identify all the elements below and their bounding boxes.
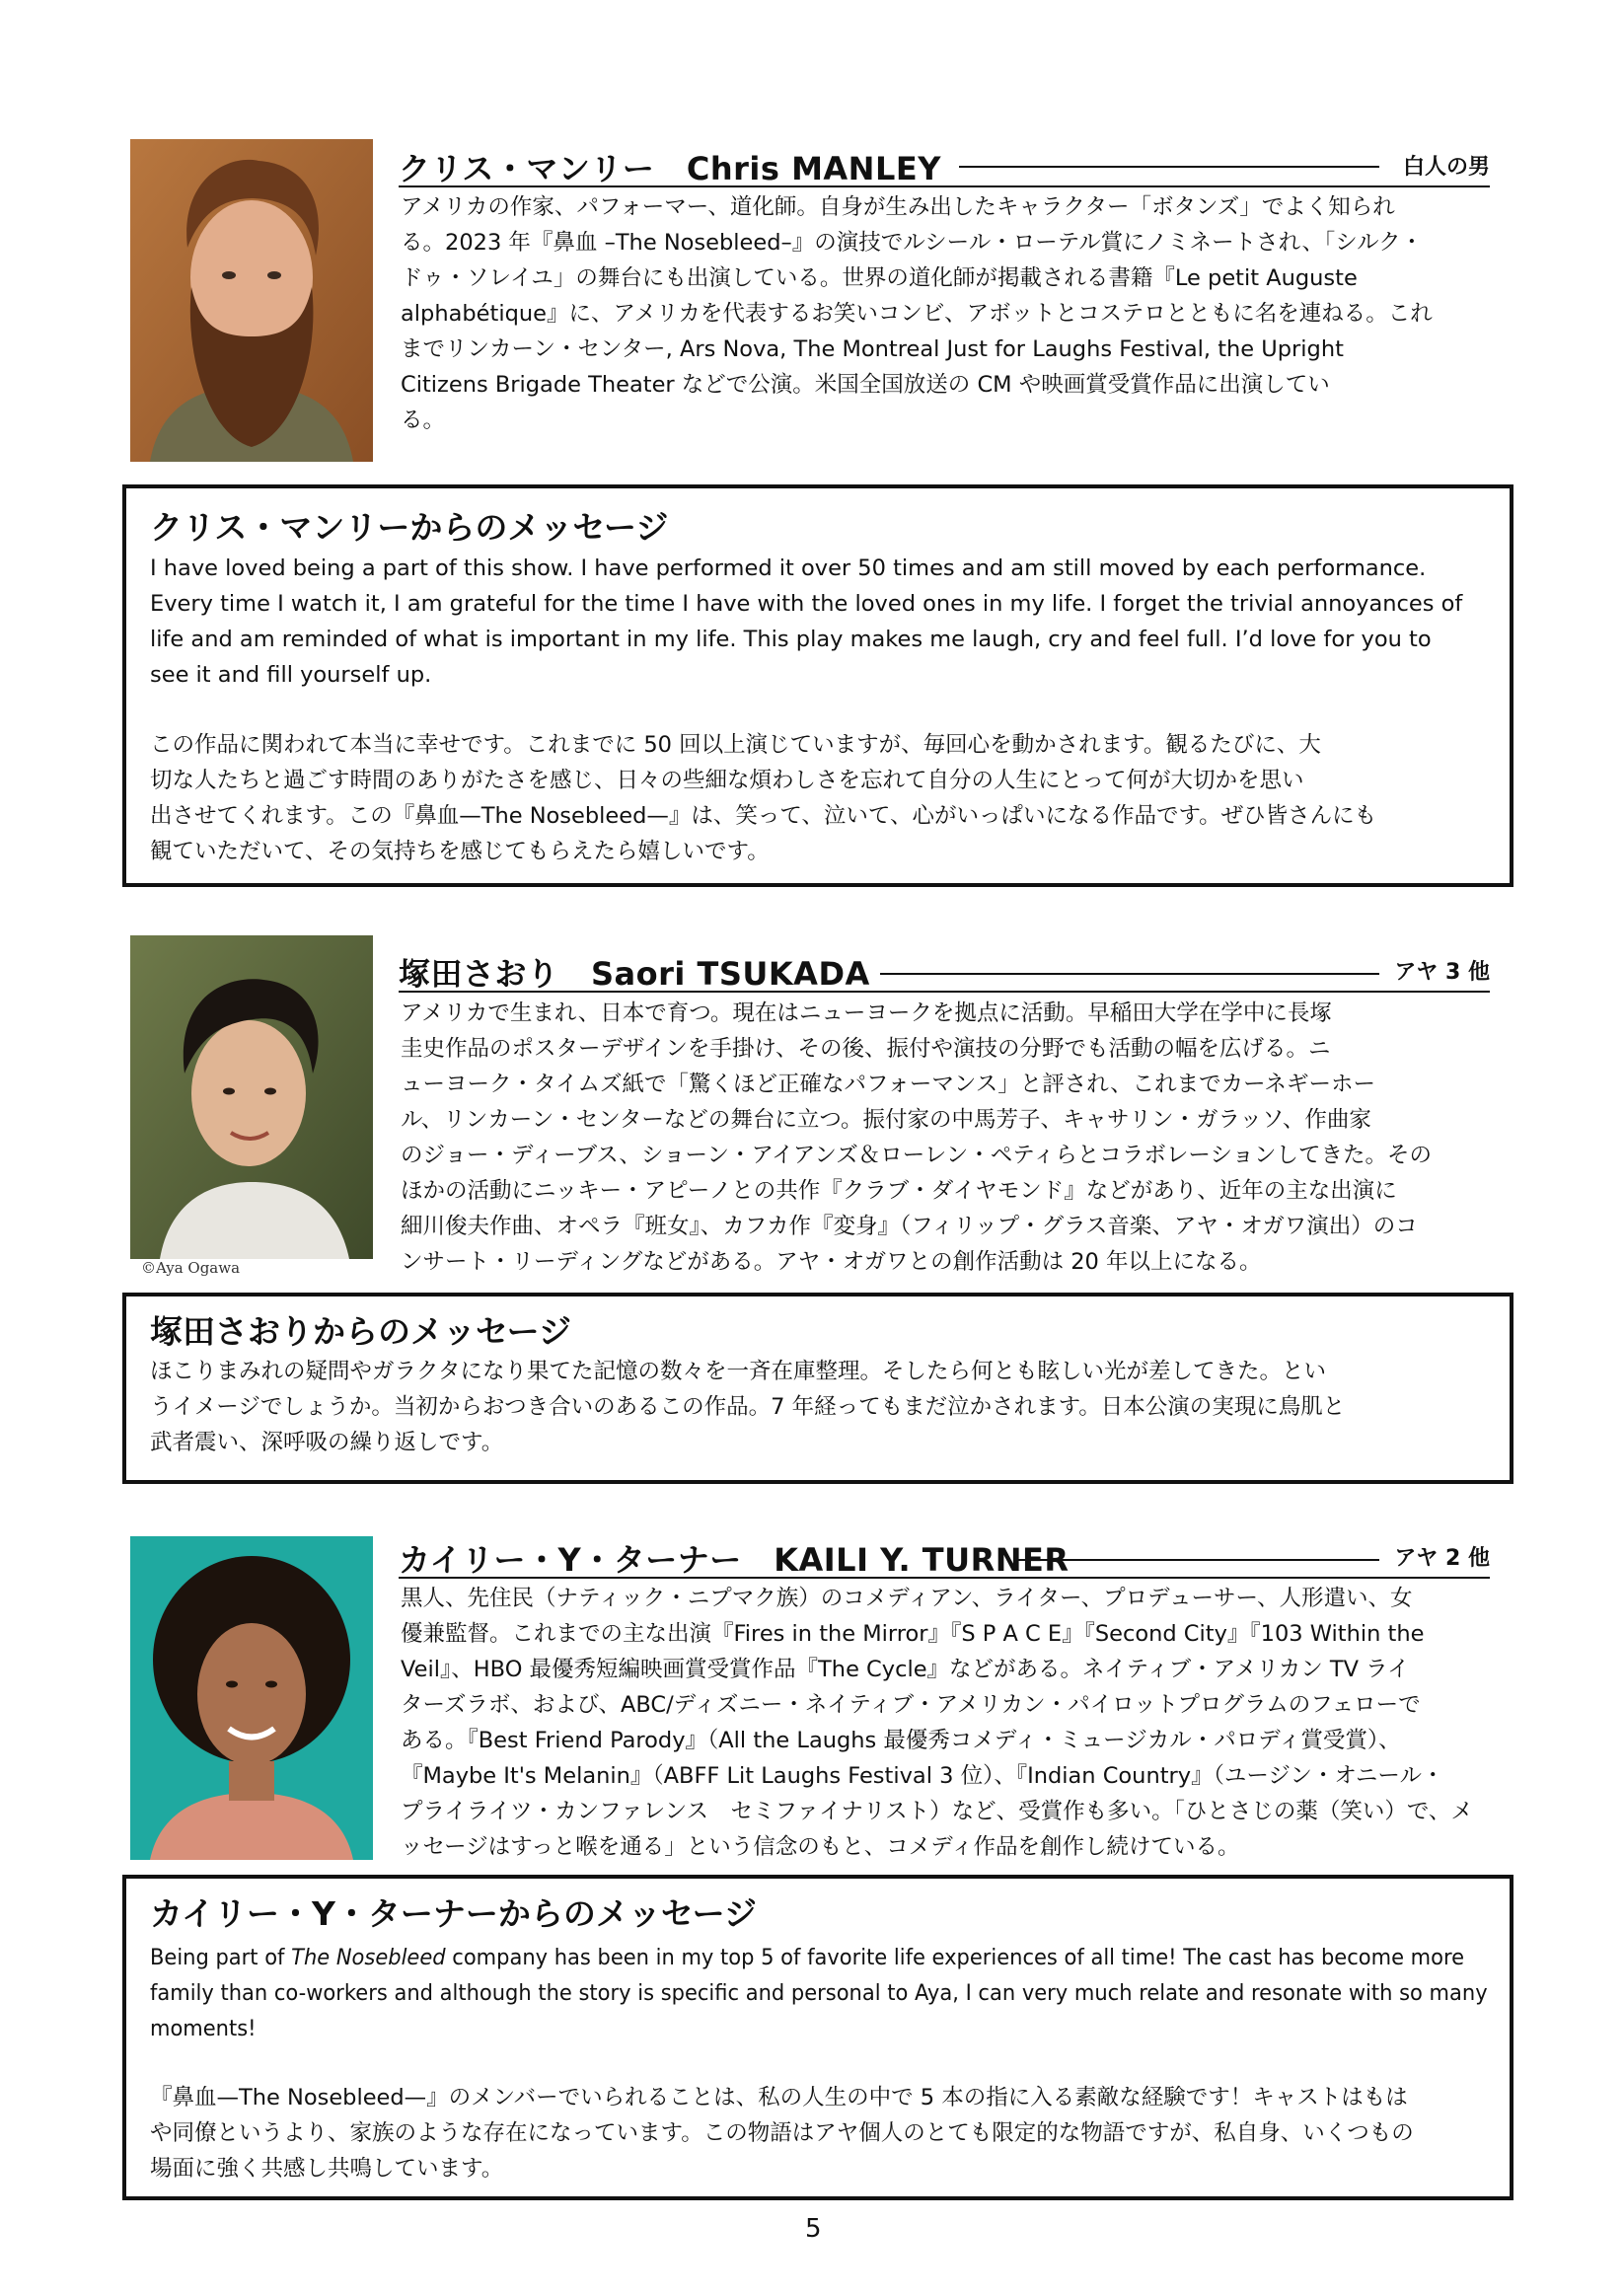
cast-role: 白人の男 (1402, 155, 1490, 180)
message-line (150, 1940, 1488, 1975)
bio-line: alphabétique』に、アメリカを代表するお笑いコンビ、アボットとコステロとともに名を連ねる。これ (401, 301, 1433, 327)
cast-role: アヤ 2 他 (1394, 1546, 1490, 1571)
message-line: see it and fill yourself up. (150, 662, 432, 688)
message-line: 観ていただいて、その気持ちを感じてもらえたら嬉しいです。 (150, 839, 770, 864)
message-line: この作品に関われて本当に幸せです。これまでに 50 回以上演じていますが、毎回心を動かされます。観るたびに、大 (150, 732, 1321, 758)
message-box (122, 1293, 1513, 1484)
message-box (122, 484, 1513, 887)
message-line: 『鼻血—The Nosebleed—』のメンバーでいられることは、私の人生の中で 5 本の指に入る素敵な経験です！キャストはもは (150, 2085, 1408, 2111)
message-body-ja (150, 1354, 1345, 1460)
heading-underline (399, 991, 1490, 993)
message-box (122, 1875, 1513, 2200)
message-line: Every time I watch it, I am grateful for the time I have with the loved ones in my life. I forget the trivial annoyances of (150, 591, 1463, 617)
cast-photo-chris-manley (130, 139, 373, 462)
bio-line: ターズラボ、および、ABC/ディズニー・ネイティブ・アメリカン・パイロットプログラムのフェローで (401, 1692, 1421, 1718)
bio-line: プライライツ・カンファレンス セミファイナリスト）など、受賞作も多い。「ひとさじの薬（笑い）で、メ (401, 1799, 1473, 1824)
cast-name: カイリー・Y・ターナー KAILI Y. TURNER (399, 1541, 1070, 1579)
message-title: カイリー・Y・ターナーからのメッセージ (150, 1894, 757, 1933)
heading-rule (880, 973, 1379, 975)
bio-line: 圭史作品のポスターデザインを手掛け、その後、振付や演技の分野でも活動の幅を広げる。ニ (401, 1036, 1331, 1062)
bio-line: のジョー・ディーブス、ショーン・アイアンズ＆ローレン・ペティらとコラボレーションしてきた。その (401, 1143, 1433, 1168)
cast-heading (399, 144, 1490, 189)
message-line: moments! (150, 2016, 257, 2041)
cast-bio (401, 1581, 1490, 1865)
cast-name: クリス・マンリー Chris MANLEY (399, 150, 941, 187)
message-line: 出させてくれます。この『鼻血—The Nosebleed—』は、笑って、泣いて、心がいっぱいになる作品です。ぜひ皆さんにも (150, 803, 1377, 829)
message-line: 場面に強く共感し共鳴しています。 (150, 2156, 504, 2182)
cast-bio (401, 996, 1490, 1280)
cast-bio (401, 189, 1490, 438)
heading-underline (399, 185, 1490, 187)
bio-line: 優兼監督。これまでの主な出演『Fires in the Mirror』『S P A C E』『Second City』『103 Within the (401, 1621, 1425, 1647)
bio-line: ある。『Best Friend Parody』（All the Laughs 最優秀コメディ・ミュージカル・パロディ賞受賞）、 (401, 1728, 1401, 1753)
message-line: family than co-workers and although the story is specific and personal to Aya, I can very much relate and resonate with so many (150, 1980, 1488, 2006)
message-line: 切な人たちと過ごす時間のありがたさを感じ、日々の些細な煩わしさを忘れて自分の人生にとって何が大切かを思い (150, 768, 1304, 793)
cast-heading (399, 949, 1490, 995)
message-body-ja (150, 727, 1376, 869)
message-body-en (150, 551, 1462, 693)
bio-line: アメリカの作家、パフォーマー、道化師。自身が生み出したキャラクター「ボタンズ」でよく知られ (401, 194, 1395, 220)
message-line: life and am reminded of what is important in my life. This play makes me laugh, cry and feel full. I’d love for you to (150, 627, 1432, 652)
message-title: 塚田さおりからのメッセージ (150, 1312, 572, 1351)
cast-heading (399, 1535, 1490, 1581)
bio-line: る。 (401, 407, 446, 433)
bio-line: 『Maybe It's Melanin』（ABFF Lit Laughs Festival 3 位）、『Indian Country』（ユージン・オニール・ (401, 1763, 1444, 1789)
message-line: うイメージでしょうか。当初からおつき合いのあるこの作品。7 年経ってもまだ泣かされます。日本公演の実現に鳥肌と (150, 1394, 1346, 1420)
bio-line: ッセージはすっと喉を通る」という信念のもと、コメディ作品を創作し続けている。 (401, 1834, 1240, 1860)
message-line: 武者震い、深呼吸の繰り返しです。 (150, 1430, 504, 1455)
heading-rule (1016, 1559, 1379, 1561)
bio-line: ューヨーク・タイムズ紙で「驚くほど正確なパフォーマンス」と評され、これまでカーネギーホー (401, 1072, 1375, 1097)
bio-line: ンサート・リーディングなどがある。アヤ・オガワとの創作活動は 20 年以上になる。 (401, 1249, 1262, 1275)
bio-line: 黒人、先住民（ナティック・ニプマク族）のコメディアン、ライター、プロデューサー、人形遣い、女 (401, 1586, 1413, 1611)
bio-line: Citizens Brigade Theater などで公演。米国全国放送の CM や映画賞受賞作品に出演してい (401, 372, 1330, 398)
cast-photo-kaili-turner (130, 1536, 373, 1860)
bio-line: 細川俊夫作曲、オペラ『班女』、カフカ作『変身』（フィリップ・グラス音楽、アヤ・オガワ演出）のコ (401, 1214, 1418, 1239)
cast-role: アヤ 3 他 (1394, 960, 1490, 985)
message-body-en (150, 1940, 1584, 2046)
message-line: I have loved being a part of this show. I have performed it over 50 times and am still moved by each performance. (150, 555, 1427, 581)
message-text: Being part of (150, 1945, 292, 1970)
bio-line: Veil』、HBO 最優秀短編映画賞受賞作品『The Cycle』などがある。ネイティブ・アメリカン TV ライ (401, 1657, 1410, 1682)
bio-line: ほかの活動にニッキー・アピーノとの共作『クラブ・ダイヤモンド』などがあり、近年の主な出演に (401, 1178, 1397, 1204)
bio-line: ル、リンカーン・センターなどの舞台に立つ。振付家の中馬芳子、キャサリン・ガラッソ、作曲家 (401, 1107, 1371, 1133)
bio-line: ドゥ・ソレイユ」の舞台にも出演している。世界の道化師が掲載される書籍『Le petit Auguste (401, 265, 1358, 291)
bio-line: アメリカで生まれ、日本で育つ。現在はニューヨークを拠点に活動。早稲田大学在学中に長塚 (401, 1000, 1332, 1026)
cast-photo-saori-tsukada (130, 935, 373, 1259)
heading-rule (959, 166, 1379, 168)
page-number: 5 (805, 2214, 822, 2244)
bio-line: る。2023 年『鼻血 –The Nosebleed–』の演技でルシール・ローテル賞にノミネートされ、「シルク・ (401, 230, 1424, 256)
message-text: company has been in my top 5 of favorite life experiences of all time! The cast has become more (445, 1945, 1465, 1970)
cast-name: 塚田さおり Saori TSUKADA (399, 955, 870, 993)
heading-underline (399, 1577, 1490, 1579)
photo-credit: ©Aya Ogawa (141, 1259, 241, 1277)
bio-line: までリンカーン・センター, Ars Nova, The Montreal Just for Laughs Festival, the Upright (401, 336, 1344, 362)
message-line: や同僚というより、家族のような存在になっています。この物語はアヤ個人のとても限定的な物語ですが、私自身、いくつもの (150, 2120, 1414, 2146)
message-line: ほこりまみれの疑問やガラクタになり果てた記憶の数々を一斉在庫整理。そしたら何とも眩しい光が差してきた。とい (150, 1359, 1327, 1384)
message-body-ja (150, 2080, 1414, 2186)
message-title: クリス・マンリーからのメッセージ (150, 508, 669, 547)
message-italic-title: The Nosebleed (291, 1945, 446, 1970)
